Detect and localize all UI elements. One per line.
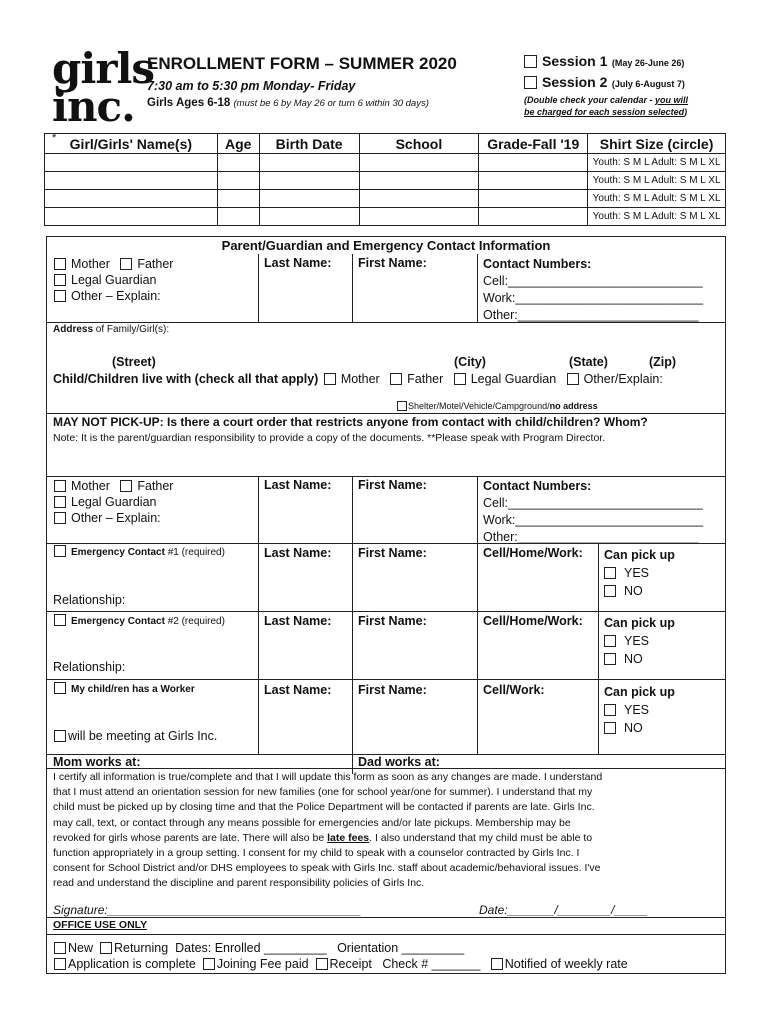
header-birth-date: Birth Date	[259, 134, 359, 154]
worker-option[interactable]	[54, 682, 195, 695]
session-2-option[interactable]	[524, 74, 685, 92]
form-hours: 7:30 am to 5:30 pm Monday- Friday	[147, 79, 356, 93]
emergency-contact-1[interactable]	[54, 545, 225, 558]
ec2-cell-home-work-label: Cell/Home/Work:	[483, 614, 583, 628]
certify-line: consent for School District and/or DHS employees to speak with Girls Inc. staff about academic/behavioral issues. I've	[53, 862, 601, 875]
check-number-field[interactable]: Check # _______	[382, 957, 481, 971]
name-cell[interactable]	[45, 190, 218, 208]
ec1-cell-home-work-label: Cell/Home/Work:	[483, 546, 583, 560]
ec2-yes-checkbox[interactable]	[604, 635, 616, 647]
can-pick-up-label-3: Can pick up	[604, 685, 675, 699]
ec1-last-name-label: Last Name:	[264, 546, 332, 560]
lives-with-other-checkbox[interactable]	[567, 373, 579, 385]
app-complete-checkbox[interactable]	[54, 958, 66, 970]
worker-meeting-label: will be meeting at Girls Inc.	[68, 729, 218, 743]
receipt-checkbox[interactable]	[316, 958, 328, 970]
returning-checkbox[interactable]	[100, 942, 112, 954]
calendar-note	[524, 94, 724, 118]
work-field-2[interactable]: Work:___________________________	[483, 513, 704, 527]
girls-inc-logo	[52, 44, 155, 144]
ec2-last-name-label: Last Name:	[264, 614, 332, 628]
returning-label: Returning	[113, 941, 169, 955]
ec2-can-pick-up	[604, 614, 675, 668]
grade-cell[interactable]	[479, 208, 588, 226]
ages-line	[147, 97, 429, 109]
header-grade: Grade-Fall '19	[479, 134, 588, 154]
shirt-size-cell[interactable]: Youth: S M L Adult: S M L XL	[588, 208, 726, 226]
session-1-dates: (May 26-June 26)	[611, 58, 685, 68]
calendar-note-part1: (Double check your calendar -	[524, 95, 656, 105]
shelter-label: Shelter/Motel/Vehicle/Campground/	[408, 401, 550, 411]
session-2-dates: (July 6-August 7)	[611, 79, 685, 89]
emergency-contact-1-checkbox[interactable]	[54, 545, 66, 557]
work-field[interactable]: Work:___________________________	[483, 291, 704, 305]
grade-cell[interactable]	[479, 190, 588, 208]
logo-girls: girls	[52, 44, 155, 93]
worker-label: My child/ren has a Worker	[71, 684, 195, 695]
lives-with-guardian-label: Legal Guardian	[470, 372, 557, 386]
lives-with-label: Child/Children live with (check all that apply)	[53, 372, 319, 386]
worker-checkbox[interactable]	[54, 682, 66, 694]
parent-contact-numbers	[483, 256, 703, 324]
age-cell[interactable]	[217, 172, 259, 190]
age-cell[interactable]	[217, 208, 259, 226]
certify-line: read and understand the discipline and parent responsibility policies of Girls Inc.	[53, 877, 425, 890]
certify-line-5a: revoked for girls whose parents are late. There will also be	[53, 831, 328, 844]
new-label: New	[68, 941, 94, 955]
may-not-pickup-title: MAY NOT PICK-UP: Is there a court order that restricts anyone from contact with child/children? Whom?	[53, 415, 648, 429]
calendar-note-part2: you will	[655, 95, 689, 105]
address-street: (Street)	[112, 355, 156, 369]
father-label: Father	[137, 257, 174, 271]
lives-with-father-checkbox[interactable]	[390, 373, 402, 385]
ec1-can-pick-up	[604, 546, 675, 600]
name-cell[interactable]	[45, 154, 218, 172]
grade-cell[interactable]	[479, 154, 588, 172]
certify-line-5c: . I also understand that my child must be able to	[369, 831, 593, 844]
no-address-label: no address	[549, 401, 598, 411]
parent2-first-name-label: First Name:	[358, 478, 427, 492]
office-use-only-title: OFFICE USE ONLY	[53, 919, 148, 931]
can-pick-up-label-2: Can pick up	[604, 616, 675, 630]
birth-date-cell[interactable]	[259, 154, 359, 172]
form-title: ENROLLMENT FORM – SUMMER 2020	[147, 54, 457, 73]
joining-fee-label: Joining Fee paid	[216, 957, 309, 971]
session-1-label: Session 1	[542, 53, 608, 69]
app-complete-label: Application is complete	[68, 957, 196, 971]
father-label-2: Father	[137, 479, 174, 493]
school-cell[interactable]	[359, 172, 479, 190]
certify-line: child must be picked up by closing time and that the Police Department will be contacted if parents are late. Girls Inc.	[53, 801, 595, 814]
emergency-contact-2-checkbox[interactable]	[54, 614, 66, 626]
lives-with-father-label: Father	[407, 372, 444, 386]
worker-last-name-label: Last Name:	[264, 683, 332, 697]
lives-with-mother-label: Mother	[340, 372, 380, 386]
school-cell[interactable]	[359, 154, 479, 172]
certification-text	[53, 770, 602, 892]
certify-line	[53, 831, 602, 846]
joining-fee-checkbox[interactable]	[203, 958, 215, 970]
certify-line: that I must attend an orientation session for new families (one for school year/one for summer). I understand that my	[53, 786, 593, 799]
calendar-note-part3: be charged for each session selected	[524, 107, 685, 117]
mother-label-2: Mother	[71, 479, 110, 493]
father-checkbox[interactable]	[120, 258, 132, 270]
school-cell[interactable]	[359, 190, 479, 208]
relationship-2-label: Relationship:	[53, 660, 126, 674]
header-school: School	[359, 134, 479, 154]
other-explain-label: Other – Explain:	[71, 289, 161, 303]
parent-last-name-label: Last Name:	[264, 256, 332, 270]
shirt-size-cell[interactable]: Youth: S M L Adult: S M L XL	[588, 172, 726, 190]
dates-enrolled-field[interactable]: Dates: Enrolled _________	[175, 941, 327, 955]
orientation-field[interactable]: Orientation _________	[337, 941, 465, 955]
contact-numbers-label: Contact Numbers:	[483, 257, 592, 271]
name-cell[interactable]	[45, 172, 218, 190]
table-row[interactable]	[45, 190, 726, 208]
worker-yes-label: YES	[624, 703, 650, 717]
can-pick-up-label-1: Can pick up	[604, 548, 675, 562]
other-explain-checkbox-2[interactable]	[54, 512, 66, 524]
lives-with-mother-checkbox[interactable]	[324, 373, 336, 385]
header-age: Age	[217, 134, 259, 154]
girls-info-table	[44, 133, 726, 226]
address-label-bold: Address	[53, 324, 94, 335]
lives-with-other-label: Other/Explain:	[583, 372, 663, 386]
office-row-2	[54, 957, 628, 971]
table-row[interactable]	[45, 172, 726, 190]
parent2-contact-numbers	[483, 478, 703, 546]
new-checkbox[interactable]	[54, 942, 66, 954]
legal-guardian-checkbox-2[interactable]	[54, 496, 66, 508]
address-city: (City)	[454, 355, 486, 369]
certify-line: may call, text, or contact through any means possible for emergencies and/or late pickups. Membership may be	[53, 816, 571, 829]
table-row[interactable]	[45, 154, 726, 172]
ec1-no-label: NO	[624, 584, 643, 598]
logo-mark: *	[52, 132, 57, 144]
worker-yes-checkbox[interactable]	[604, 704, 616, 716]
notified-checkbox[interactable]	[491, 958, 503, 970]
emergency-contact-1-num: #1 (required)	[164, 547, 225, 558]
emergency-contact-1-label: Emergency Contact	[71, 547, 165, 558]
relationship-1-label: Relationship:	[53, 593, 126, 607]
ec2-no-label: NO	[624, 652, 643, 666]
calendar-note-part4: )	[684, 107, 688, 117]
ec1-no-checkbox[interactable]	[604, 585, 616, 597]
worker-cell-work-label: Cell/Work:	[483, 683, 545, 697]
emergency-contact-2-num: #2 (required)	[164, 616, 225, 627]
session-1-checkbox[interactable]	[524, 55, 537, 68]
session-1-option[interactable]	[524, 53, 684, 71]
shirt-size-cell[interactable]: Youth: S M L Adult: S M L XL	[588, 154, 726, 172]
emergency-contact-2-label: Emergency Contact	[71, 616, 165, 627]
grade-cell[interactable]	[479, 172, 588, 190]
shirt-size-cell[interactable]: Youth: S M L Adult: S M L XL	[588, 190, 726, 208]
other-phone-field[interactable]: Other:__________________________	[483, 308, 699, 322]
dad-works-at-label: Dad works at:	[358, 755, 440, 769]
birth-date-cell[interactable]	[259, 190, 359, 208]
emergency-contact-2[interactable]	[54, 614, 225, 627]
girls-table-header-row	[45, 134, 726, 154]
address-label-rest: of Family/Girl(s):	[93, 324, 170, 335]
worker-no-checkbox[interactable]	[604, 722, 616, 734]
shelter-option[interactable]	[397, 401, 598, 411]
table-row[interactable]	[45, 208, 726, 226]
receipt-label: Receipt	[329, 957, 372, 971]
office-row-1	[54, 941, 464, 955]
worker-meeting-checkbox[interactable]	[54, 730, 66, 742]
shelter-checkbox[interactable]	[397, 401, 407, 411]
header-names: Girl/Girls' Name(s)	[45, 134, 218, 154]
parent-relation-2	[54, 478, 173, 526]
cell-field-2[interactable]: Cell:____________________________	[483, 496, 703, 510]
lives-with-row	[53, 372, 663, 386]
ec1-yes-checkbox[interactable]	[604, 567, 616, 579]
contact-numbers-label-2: Contact Numbers:	[483, 479, 592, 493]
ec2-no-checkbox[interactable]	[604, 653, 616, 665]
worker-no-label: NO	[624, 721, 643, 735]
date-field[interactable]: Date:_______/________/_____	[479, 903, 648, 917]
other-explain-checkbox[interactable]	[54, 290, 66, 302]
worker-meeting[interactable]	[54, 729, 217, 743]
age-cell[interactable]	[217, 154, 259, 172]
legal-guardian-checkbox[interactable]	[54, 274, 66, 286]
worker-can-pick-up	[604, 683, 675, 737]
school-cell[interactable]	[359, 208, 479, 226]
certify-line: I certify all information is true/complete and that I will update this form as soon as any changes are made. I understand	[53, 771, 603, 783]
mother-label: Mother	[71, 257, 110, 271]
age-cell[interactable]	[217, 190, 259, 208]
address-label	[53, 324, 169, 335]
session-2-checkbox[interactable]	[524, 76, 537, 89]
address-zip: (Zip)	[649, 355, 677, 369]
late-fees-text: late fees	[327, 831, 370, 844]
notified-label: Notified of weekly rate	[504, 957, 628, 971]
ec1-first-name-label: First Name:	[358, 546, 427, 560]
parent-section-title: Parent/Guardian and Emergency Contact Information	[221, 238, 551, 253]
other-phone-field-2[interactable]: Other:__________________________	[483, 530, 699, 544]
mom-works-at-label: Mom works at:	[53, 755, 141, 769]
ages-label: Girls Ages 6-18	[147, 97, 231, 109]
ages-note: (must be 6 by May 26 or turn 6 within 30 days)	[233, 98, 429, 109]
father-checkbox-2[interactable]	[120, 480, 132, 492]
parent2-last-name-label: Last Name:	[264, 478, 332, 492]
address-state: (State)	[569, 355, 608, 369]
legal-guardian-label-2: Legal Guardian	[71, 495, 157, 509]
mother-checkbox-2[interactable]	[54, 480, 66, 492]
ec1-yes-label: YES	[624, 566, 650, 580]
mother-checkbox[interactable]	[54, 258, 66, 270]
logo-inc: inc.	[52, 82, 135, 131]
birth-date-cell[interactable]	[259, 208, 359, 226]
lives-with-guardian-checkbox[interactable]	[454, 373, 466, 385]
ec2-yes-label: YES	[624, 634, 650, 648]
worker-first-name-label: First Name:	[358, 683, 427, 697]
cell-field[interactable]: Cell:____________________________	[483, 274, 703, 288]
name-cell[interactable]	[45, 208, 218, 226]
session-2-label: Session 2	[542, 74, 608, 90]
legal-guardian-label: Legal Guardian	[71, 273, 157, 287]
parent-first-name-label: First Name:	[358, 256, 427, 270]
may-not-pickup-note: Note: It is the parent/guardian responsibility to provide a copy of the documents. **Please speak with Program Director.	[53, 432, 606, 444]
parent-relation-1	[54, 256, 173, 304]
other-explain-label-2: Other – Explain:	[71, 511, 161, 525]
birth-date-cell[interactable]	[259, 172, 359, 190]
certify-line: function appropriately in a group setting. I consent for my child to speak with a counselor contracted by Girls Inc. I	[53, 847, 580, 860]
header-shirt-size: Shirt Size (circle)	[588, 134, 726, 154]
ec2-first-name-label: First Name:	[358, 614, 427, 628]
signature-field[interactable]: Signature:______________________________________	[53, 903, 362, 917]
